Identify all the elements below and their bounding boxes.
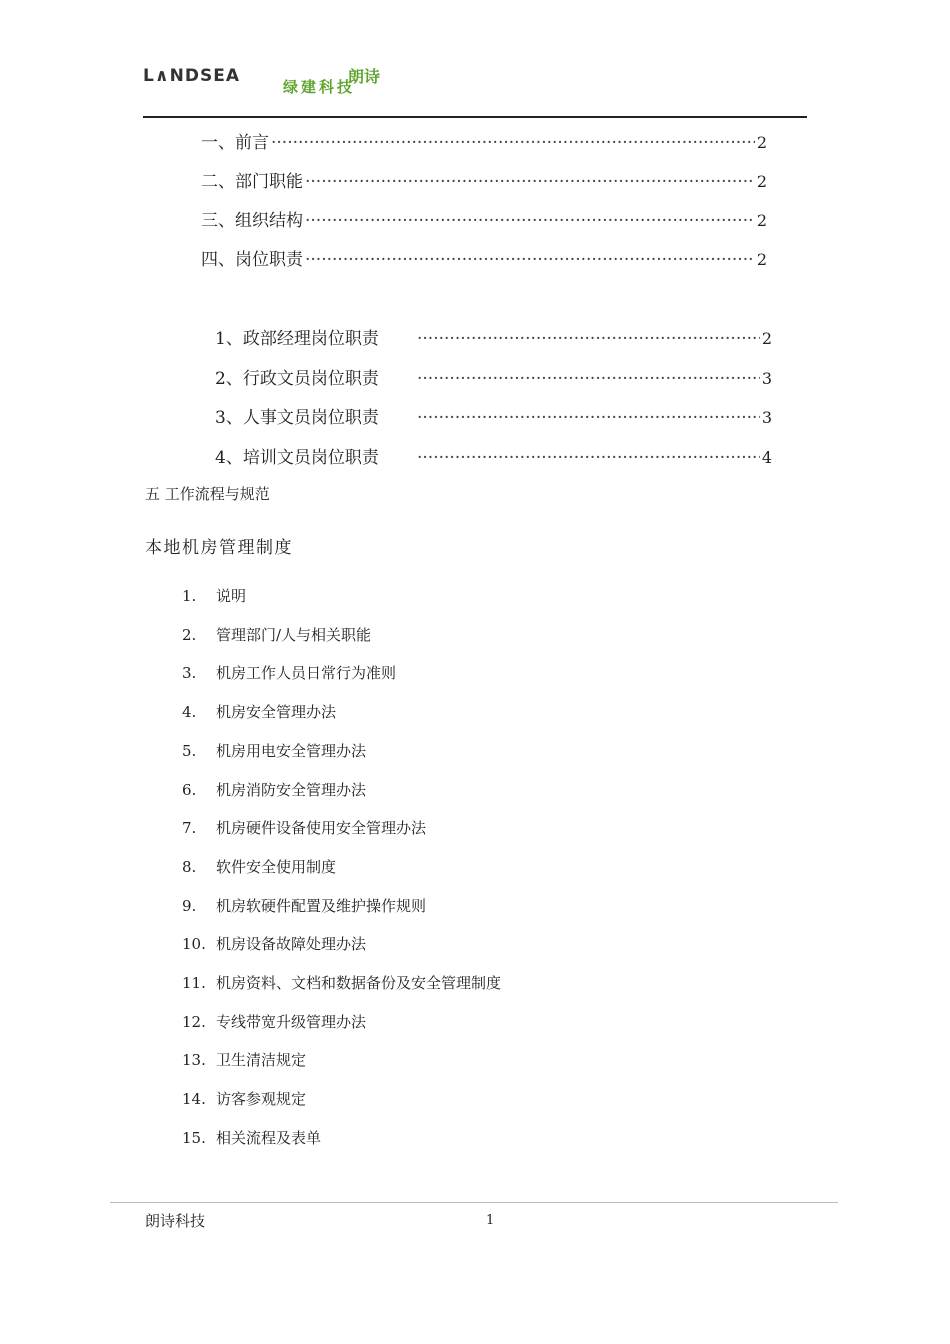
- list-text: 机房软硬件配置及维护操作规则: [216, 897, 427, 915]
- list-text: 机房硬件设备使用安全管理办法: [216, 819, 427, 837]
- list-number: 8.: [182, 858, 197, 876]
- toc-label: 二、部门职能: [201, 172, 303, 192]
- logo-chinese-tagline: 绿建科技: [283, 78, 356, 96]
- toc-entry[interactable]: [201, 206, 767, 231]
- list-number: 3.: [182, 664, 197, 682]
- list-item: [182, 585, 246, 606]
- subtoc-entry[interactable]: [215, 364, 772, 389]
- section-heading: 本地机房管理制度: [145, 538, 293, 558]
- toc-leader: [305, 172, 755, 192]
- list-number: 14.: [182, 1090, 206, 1108]
- subtoc-leader: [417, 448, 760, 468]
- toc-label: 一、前言: [201, 133, 269, 153]
- subtoc-entry[interactable]: [215, 443, 772, 468]
- subtoc-entry[interactable]: [215, 403, 772, 428]
- section-five-title: 五 工作流程与规范: [145, 485, 270, 503]
- toc-entry[interactable]: [201, 245, 767, 270]
- subtoc-leader: [417, 408, 760, 428]
- toc-label: 四、岗位职责: [201, 250, 303, 270]
- toc-page-number: 2: [756, 133, 767, 152]
- company-logo: [143, 64, 418, 94]
- toc-leader: [271, 133, 755, 153]
- list-text: 专线带宽升级管理办法: [216, 1013, 367, 1031]
- list-item: [182, 1127, 321, 1148]
- subtoc-leader: [417, 369, 760, 389]
- list-text: 访客参观规定: [216, 1090, 307, 1108]
- list-number: 9.: [182, 897, 197, 915]
- toc-page-number: 2: [756, 172, 767, 191]
- list-number: 10.: [182, 935, 206, 953]
- footer-divider: [110, 1202, 838, 1203]
- toc-leader: [305, 211, 755, 231]
- list-text: 卫生清洁规定: [216, 1051, 307, 1069]
- subtoc-page-number: 3: [761, 408, 772, 427]
- list-text: 机房消防安全管理办法: [216, 781, 367, 799]
- subtoc-page-number: 3: [761, 369, 772, 388]
- toc-label: 三、组织结构: [201, 211, 303, 231]
- list-number: 2.: [182, 626, 197, 644]
- list-number: 13.: [182, 1051, 206, 1069]
- list-item: [182, 740, 366, 761]
- list-item: [182, 1011, 366, 1032]
- subtoc-label: 1、政部经理岗位职责: [215, 329, 379, 349]
- list-item: [182, 817, 426, 838]
- list-item: [182, 1088, 306, 1109]
- list-number: 12.: [182, 1013, 206, 1031]
- list-text: 管理部门/人与相关职能: [216, 626, 372, 644]
- list-item: [182, 624, 371, 645]
- list-text: 机房工作人员日常行为准则: [216, 664, 397, 682]
- list-text: 软件安全使用制度: [216, 858, 337, 876]
- list-text: 相关流程及表单: [216, 1129, 322, 1147]
- list-text: 说明: [216, 587, 247, 605]
- list-number: 4.: [182, 703, 197, 721]
- subtoc-entry[interactable]: [215, 324, 772, 349]
- subtoc-label: 4、培训文员岗位职责: [215, 448, 379, 468]
- list-number: 1.: [182, 587, 197, 605]
- list-item: [182, 1049, 306, 1070]
- subtoc-label: 2、行政文员岗位职责: [215, 369, 379, 389]
- subtoc-leader: [417, 329, 760, 349]
- list-number: 5.: [182, 742, 197, 760]
- toc-entry[interactable]: [201, 167, 767, 192]
- footer-company: 朗诗科技: [145, 1212, 206, 1230]
- subtoc-page-number: 4: [761, 448, 772, 467]
- list-number: 15.: [182, 1129, 206, 1147]
- list-item: [182, 701, 336, 722]
- logo-english: L∧NDSEA: [143, 66, 240, 86]
- list-item: [182, 779, 366, 800]
- toc-page-number: 2: [756, 250, 767, 269]
- list-text: 机房资料、文档和数据备份及安全管理制度: [216, 974, 502, 992]
- toc-leader: [305, 250, 755, 270]
- toc-page-number: 2: [756, 211, 767, 230]
- subtoc-label: 3、人事文员岗位职责: [215, 408, 379, 428]
- toc-entry[interactable]: [201, 128, 767, 153]
- list-item: [182, 895, 426, 916]
- list-text: 机房设备故障处理办法: [216, 935, 367, 953]
- list-item: [182, 972, 501, 993]
- list-item: [182, 933, 366, 954]
- footer-page-number: 1: [486, 1213, 495, 1228]
- header-divider: [143, 116, 807, 118]
- list-item: [182, 662, 396, 683]
- list-number: 6.: [182, 781, 197, 799]
- list-item: [182, 856, 336, 877]
- list-text: 机房安全管理办法: [216, 703, 337, 721]
- subtoc-page-number: 2: [761, 329, 772, 348]
- list-text: 机房用电安全管理办法: [216, 742, 367, 760]
- list-number: 11.: [182, 974, 206, 992]
- logo-chinese-name: 朗诗: [348, 67, 381, 86]
- list-number: 7.: [182, 819, 197, 837]
